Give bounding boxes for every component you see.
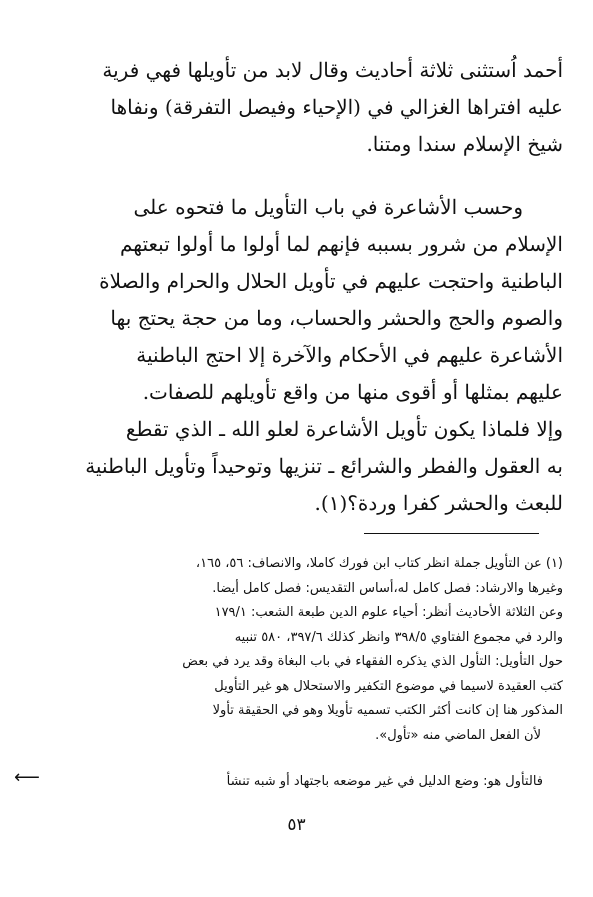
- page-number: ٥٣: [287, 815, 306, 835]
- paragraph-2-line: به العقول والفطر والشرائع ـ تنزيها وتوحيداً وتأويل الباطنية: [85, 454, 563, 478]
- paragraph-2-line: الباطنية واحتجت عليهم في تأويل الحلال والحرام والصلاة: [99, 269, 563, 293]
- footnote-line: حول التأويل: التأول الذي يذكره الفقهاء في باب البغاة وقد يرد في بعض: [182, 654, 563, 669]
- footnote-line: المذكور هنا إن كانت أكثر الكتب تسميه تأويلا وهو في الحقيقة تأولا: [212, 703, 563, 718]
- footnote-continued: [18, 770, 563, 794]
- footnote-line: وغيرها والارشاد: فصل كامل له،أساس التقديس: فصل كامل أيضا.: [212, 580, 563, 596]
- paragraph-2-line: عليهم بمثلها أو أقوى منها من واقع تأويلهم للصفات.: [142, 380, 563, 404]
- paragraph-2-line: للبعث والحشر كفرا وردة؟(١).: [314, 491, 563, 515]
- paragraph-2-line: وإلا فلماذا يكون تأويل الأشاعرة لعلو الله ـ الذي تقطع: [125, 417, 563, 441]
- footnote-line: لأن الفعل الماضي منه «تأول».: [375, 727, 541, 743]
- footnote-line: كتب العقيدة لاسيما في موضوع التكفير والاستحلال هو غير التأويل: [214, 678, 563, 694]
- paragraph-1-line: عليه افتراها الغزالي في (الإحياء وفيصل التفرقة) ونفاها: [110, 95, 563, 119]
- continuation-arrow-icon: ⟵: [14, 767, 40, 788]
- footnote-line: والرد في مجموع الفتاوي ٣٩٨/٥ وانظر كذلك ٣٩٧/٦، ٥٨٠ تنبيه: [234, 629, 563, 645]
- paragraph-2-line: وحسب الأشاعرة في باب التأويل ما فتحوه على: [133, 195, 523, 219]
- footnotes: [40, 552, 563, 748]
- paragraph-1: [40, 52, 563, 163]
- footnote-line: (١) عن التأويل جملة انظر كتاب ابن فورك كاملا، والانصاف: ٥٦، ١٦٥،: [195, 556, 563, 571]
- paragraph-2-line: والصوم والحج والحشر والحساب، وما من حجة يحتج بها: [110, 306, 563, 330]
- footnote-separator: [364, 533, 539, 534]
- footnote-line: وعن الثلاثة الأحاديث أنظر: أحياء علوم الدين طبعة الشعب: ١٧٩/١: [214, 605, 563, 620]
- paragraph-2-line: الأشاعرة عليهم في الأحكام والآخرة إلا احتج الباطنية: [136, 343, 563, 367]
- paragraph-1-line: شيخ الإسلام سندا ومتنا.: [366, 132, 563, 156]
- footnote-continued-text: فالتأول هو: وضع الدليل في غير موضعه باجتهاد أو شبه تنشأ: [226, 774, 543, 789]
- paragraph-2-line: الإسلام من شرور بسببه فإنهم لما أولوا ما أولوا تبعتهم: [119, 232, 563, 256]
- paragraph-1-line: أحمد اُستثنى ثلاثة أحاديث وقال لابد من تأويلها فهي فرية: [102, 58, 563, 82]
- paragraph-2: [40, 189, 563, 522]
